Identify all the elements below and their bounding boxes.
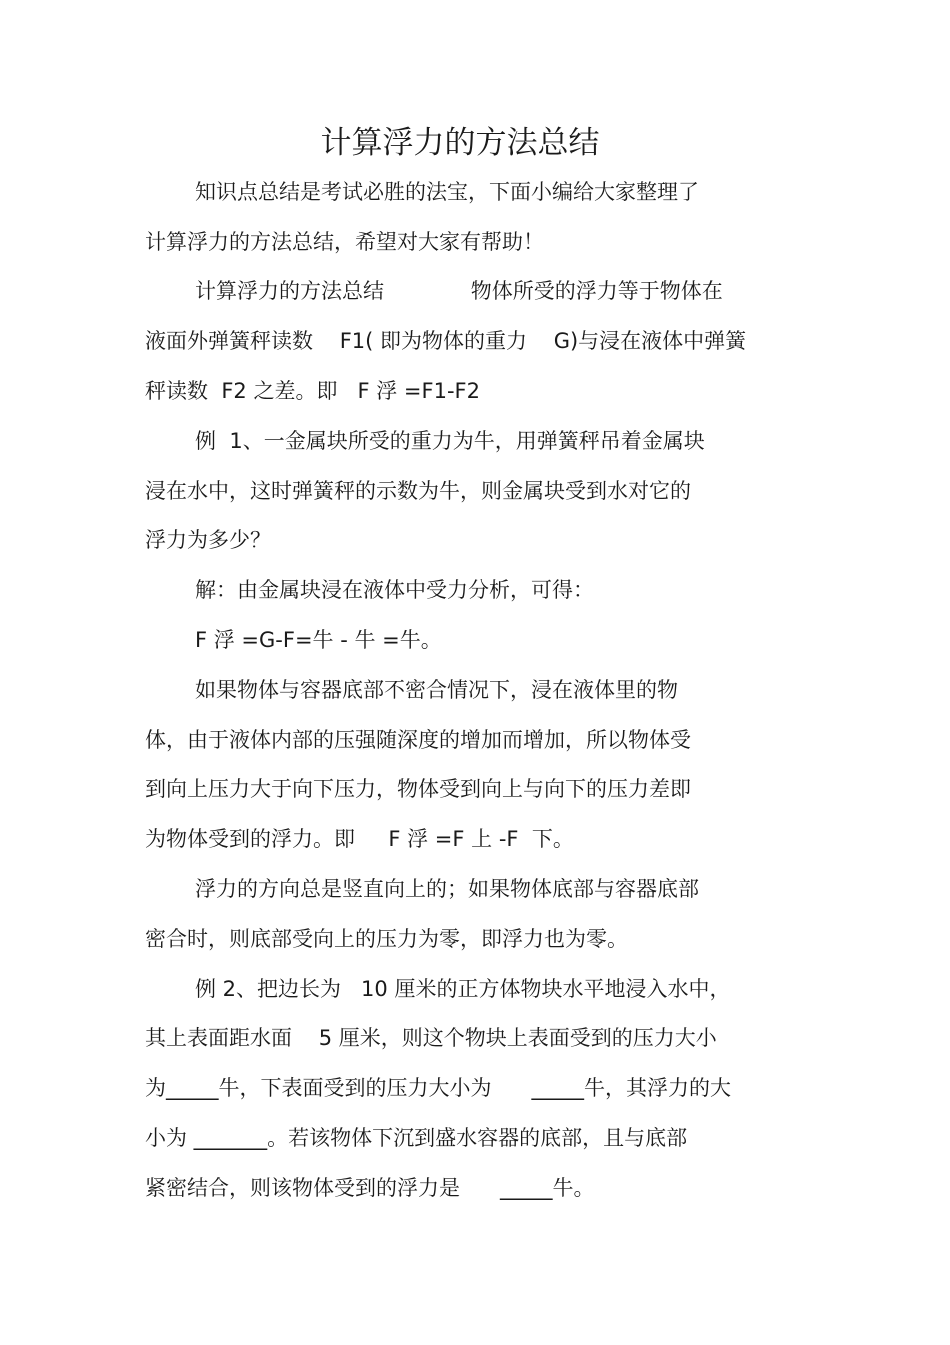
paragraph-line: 知识点总结是考试必胜的法宝，下面小编给大家整理了 bbox=[195, 180, 699, 204]
paragraph-line: 计算浮力的方法总结，希望对大家有帮助！ bbox=[145, 230, 544, 254]
paragraph-line: 浸在水中，这时弹簧秤的示数为牛，则金属块受到水对它的 bbox=[145, 479, 691, 503]
document-title: 计算浮力的方法总结 bbox=[320, 125, 600, 161]
paragraph-line: 体，由于液体内部的压强随深度的增加而增加，所以物体受 bbox=[145, 728, 691, 752]
paragraph-line: 为物体受到的浮力。即 F 浮 =F 上 -F 下。 bbox=[145, 827, 574, 851]
paragraph-line: 其上表面距水面 5 厘米，则这个物块上表面受到的压力大小 bbox=[145, 1026, 717, 1050]
paragraph-line: 秤读数 F2 之差。即 F 浮 =F1-F2 bbox=[145, 379, 480, 403]
paragraph-line: 解：由金属块浸在液体中受力分析，可得： bbox=[195, 578, 594, 602]
paragraph-line: 小为 _______。若该物体下沉到盛水容器的底部，且与底部 bbox=[145, 1126, 688, 1150]
paragraph-line: 浮力为多少？ bbox=[145, 528, 271, 552]
paragraph-line: 例 1、一金属块所受的重力为牛，用弹簧秤吊着金属块 bbox=[195, 429, 705, 453]
paragraph-line: 如果物体与容器底部不密合情况下，浸在液体里的物 bbox=[195, 678, 678, 702]
paragraph-line: 密合时，则底部受向上的压力为零，即浮力也为零。 bbox=[145, 927, 628, 951]
paragraph-line: F 浮 =G-F=牛 - 牛 =牛。 bbox=[195, 628, 442, 652]
paragraph-line: 紧密结合，则该物体受到的浮力是 _____牛。 bbox=[145, 1176, 595, 1200]
paragraph-line: 到向上压力大于向下压力，物体受到向上与向下的压力差即 bbox=[145, 777, 691, 801]
paragraph-line: 为_____牛，下表面受到的压力大小为 _____牛，其浮力的大 bbox=[145, 1076, 732, 1100]
paragraph-line: 计算浮力的方法总结 物体所受的浮力等于物体在 bbox=[195, 279, 723, 303]
paragraph-line: 例 2、把边长为 10 厘米的正方体物块水平地浸入水中， bbox=[195, 977, 731, 1001]
paragraph-line: 浮力的方向总是竖直向上的；如果物体底部与容器底部 bbox=[195, 877, 699, 901]
paragraph-line: 液面外弹簧秤读数 F1( 即为物体的重力 G)与浸在液体中弹簧 bbox=[145, 329, 747, 353]
